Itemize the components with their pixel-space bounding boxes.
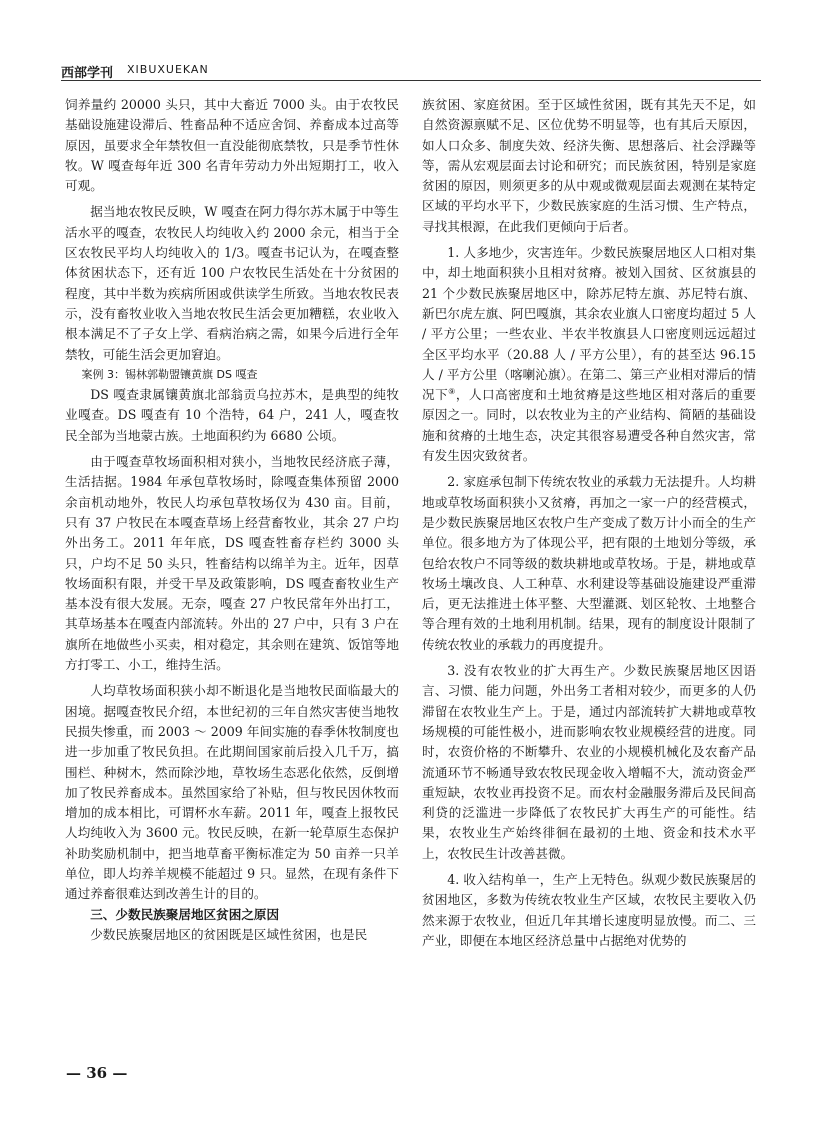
paragraph: 2. 家庭承包制下传统农牧业的承载力无法提升。人均耕地或草牧场面积狭小又贫瘠，再加之一家一户的经营模式，是少数民族聚居地区农牧户生产变成了数万计小而全的生产单位。很多地方为了体现公平，把有限的土地划分等级，承包给农牧户不同等级的数块耕地或草牧场。于是，耕地或草牧场土壤改良、人工种草、水利建设等基础设施建设严重滞后，更无法推进土体平整、大型灌溉、划区轮牧、土地整合等合理有效的土地利用机制。结果，现有的制度设计限制了传统农牧业的承载力的再度提升。 [422, 474, 756, 652]
paragraph: 饲养量约 20000 头只，其中大畜近 7000 头。由于农牧民基础设施建设滞后、牲畜品种不适应舍饲、养畜成本过高等原因，虽要求全年禁牧但一直没能彻底禁牧，只是季节性休牧。W 嘎查每年近 300 名青年劳动力外出短期打工，收入可观。 [65, 97, 399, 194]
running-header [61, 62, 761, 80]
page-number: — 36 — [66, 1064, 128, 1082]
paragraph: 人均草牧场面积狭小却不断退化是当地牧民面临最大的困境。据嘎查牧民介绍，本世纪初的三年自然灾害使当地牧民损失惨重，而 2003 ～ 2009 年间实施的春季休牧制度也进一步加重了牧民负担。在此期间国家前后投入几千万，搞围栏、种树木，然而除沙地，草牧场生态恶化依然，反倒增加了牧民养畜成本。虽然国家给了补贴，但与牧民因休牧而增加的成本相比，可谓杯水车薪。2011 年，嘎查上报牧民人均纯收入为 3600 元。牧民反映，在新一轮草原生态保护补助奖励机制中，把当地草畜平衡标准定为 50 亩养一只羊单位，即人均养羊规模不能超过 9 只。显然，在现有条件下通过养畜很难达到改善生计的目的。 [65, 683, 399, 902]
paragraph: 少数民族聚居地区的贫困既是区域性贫困，也是民 [90, 926, 368, 942]
paragraph: 4. 收入结构单一，生产上无特色。纵观少数民族聚居的贫困地区，多数为传统农牧业生产区域，农牧民主要收入仍然来源于农牧业，但近几年其增长速度明显放慢。而二、三产业，即便在本地区经济总量中占据绝对优势的 [422, 871, 756, 948]
paragraph: 族贫困、家庭贫困。至于区域性贫困，既有其先天不足，如自然资源禀赋不足、区位优势不明显等，也有其后天原因，如人口众多、制度失效、经济失衡、思想落后、社会浮躁等等，需从宏观层面去讨论和研究；而民族贫困，特别是家庭贫困的原因，则须更多的从中观或微观层面去观测在某特定区域的平均水平下，少数民族家庭的生活习惯、生产特点，寻找其根源，在此我们更倾向于后者。 [422, 97, 756, 234]
paragraph: DS 嘎查隶属镶黄旗北部翁贡乌拉苏木，是典型的纯牧业嘎查。DS 嘎查有 10 个浩特，64 户，241 人，嘎查牧民全部为当地蒙古族。土地面积约为 6680 公顷。 [65, 387, 399, 443]
footnote-marker: ⑨ [448, 386, 456, 396]
section-title: 三、少数民族聚居地区贫困之原因 [90, 906, 280, 922]
paragraph: 由于嘎查草牧场面积相对狭小，当地牧民经济底子薄，生活拮据。1984 年承包草牧场时，除嘎查集体预留 2000 余亩机动地外，牧民人均承包草牧场仅为 430 亩。目前，只有 37 户牧民在本嘎查草场上经营畜牧业，其余 27 户均外出务工。2011 年年底，DS 嘎查牲畜存栏约 3000 头只，户均不足 50 头只，牲畜结构以绵羊为主。近年，因草牧场面积有限，并受干旱及政策影响，DS 嘎查畜牧业生产基本没有很大发展。无奈，嘎查 27 户牧民常年外出打工，其草场基本在嘎查内部流转。外出的 27 户中，只有 3 户在旗所在地做些小买卖，相对稳定，其余则在建筑、饭馆等地方打零工、小工，维持生活。 [65, 454, 399, 673]
left-column [65, 95, 399, 945]
paragraph: 3. 没有农牧业的扩大再生产。少数民族聚居地区因语言、习惯、能力问题，外出务工者相对较少，而更多的人仍滞留在农牧业生产上。于是，通过内部流转扩大耕地或草牧场规模的可能性极小，进而影响农牧业规模经营的进度。同时，农资价格的不断攀升、农业的小规模机械化及农畜产品流通环节不畅通导致农牧民现金收入增幅不大，流动资金严重短缺，农牧业再投资不足。而农村金融服务滞后及民间高利贷的泛滥进一步降低了农牧民扩大再生产的可能性。结果，农牧业生产始终徘徊在最初的土地、资金和技术水平上，农牧民生计改善甚微。 [422, 663, 756, 861]
right-column [422, 95, 756, 951]
journal-pinyin: XIBUXUEKAN [127, 63, 209, 76]
paragraph [422, 243, 756, 466]
journal-name: 西部学刊 [61, 66, 114, 81]
paragraph-text: 1. 人多地少，灾害连年。少数民族聚居地区人口相对集中，却土地面积狭小且相对贫瘠。被划入国贫、区贫旗县的 21 个少数民族聚居地区中，除苏尼特左旗、苏尼特右旗、新巴尔虎左旗、阿巴嘎旗，其余农业旗人口密度均超过 5 人 / 平方公里；一些农业、半农半牧旗县人口密度则远远超过全区平均水平（20.88 人 / 平方公里），有的甚至达 96.15 人 / 平方公里（喀喇沁旗）。在第二、第三产业相对滞后的情况下 [422, 245, 756, 403]
header-rule [61, 80, 761, 81]
paragraph-text: ，人口高密度和土地贫瘠是这些地区相对落后的重要原因之一。同时，以农牧业为主的产业结构、简陋的基础设施和贫瘠的土地生态，决定其很容易遭受各种自然灾害，常有发生因灾致贫者。 [422, 387, 757, 464]
case-title: 案例 3：锡林郭勒盟镶黄旗 DS 嘎查 [81, 367, 258, 381]
paragraph: 据当地农牧民反映，W 嘎查在阿力得尔苏木属于中等生活水平的嘎查，农牧民人均纯收入约 2000 余元，相当于全区农牧民平均人均纯收入的 1/3。嘎查书记认为，在嘎查整体贫困状态下，还有近 100 户农牧民生活处在十分贫困的程度，其中半数为疾病所困或供读学生所致。当地农牧民表示，没有畜牧业收入当地农牧民生活会更加糟糕，农业收入根本满足不了子女上学、看病治病之需，如果今后进行全年禁牧，可能生活会更加窘迫。 [65, 204, 399, 362]
